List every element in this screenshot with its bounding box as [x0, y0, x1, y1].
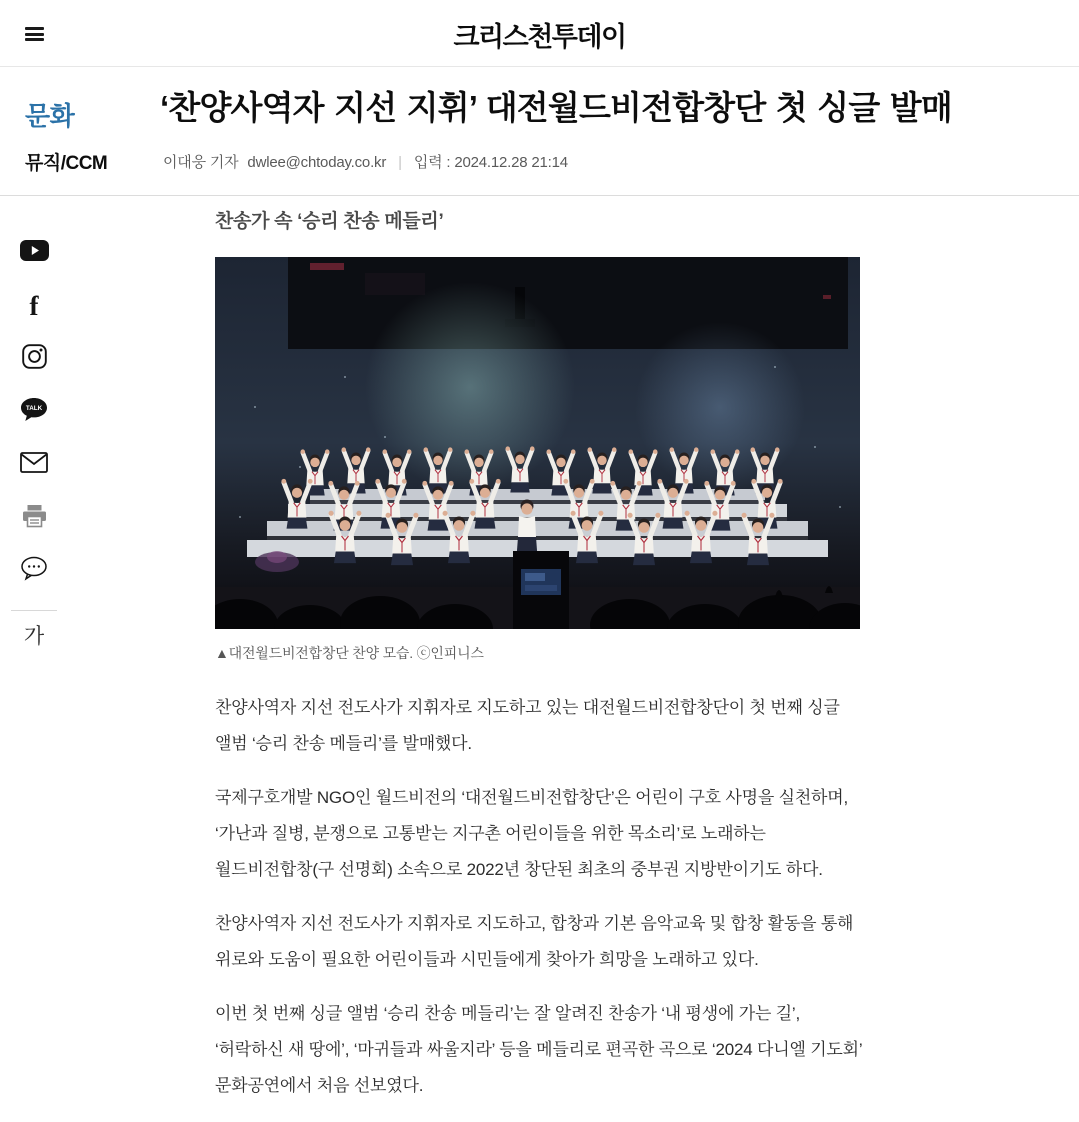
published-date: 입력 : 2024.12.28 21:14 — [413, 154, 568, 171]
comment-button[interactable] — [15, 557, 53, 585]
instagram-icon — [22, 344, 47, 374]
instagram-share-button[interactable] — [15, 345, 53, 373]
kakaotalk-share-button[interactable] — [15, 398, 53, 426]
facebook-icon: f — [29, 290, 39, 321]
site-logo[interactable]: 크리스천투데이 — [453, 22, 626, 52]
facebook-share-button[interactable] — [15, 292, 53, 320]
article-paragraphs — [215, 690, 863, 1104]
article-body — [215, 206, 863, 1122]
camera-silhouette — [513, 551, 569, 629]
email-share-button[interactable] — [15, 451, 53, 479]
paragraph: 이번 첫 번째 싱글 앨범 ‘승리 찬송 메들리’는 잘 알려진 찬송가 ‘내 평생에 가는 길’, ‘허락하신 새 땅에’, ‘마귀들과 싸울지라’ 등을 메들리로 편곡한 곡으로 ‘2024 다니엘 기도회’ 문화공연에서 처음 선보였다. — [215, 1004, 863, 1095]
photo-caption: ▲대전월드비전합창단 찬양 모습. ⓒ인피니스 — [215, 645, 484, 661]
paragraph: 국제구호개발 NGO인 월드비전의 ‘대전월드비전합창단’은 어린이 구호 사명을 실천하며, ‘가난과 질병, 분쟁으로 고통받는 지구촌 어린이들을 위한 목소리’로 노래하는 월드비전합창(구 선명회) 소속으로 2022년 창단된 최초의 중부권 지방반이기도 하다. — [215, 788, 849, 879]
reporter-email-link[interactable]: dwlee@chtoday.co.kr — [247, 154, 387, 171]
printer-icon — [21, 504, 48, 533]
category-link[interactable]: 문화 — [25, 101, 75, 131]
youtube-share-button[interactable] — [15, 239, 53, 267]
article-title: ‘찬양사역자 지선 지휘’ 대전월드비전합창단 첫 싱글 발매 — [160, 89, 952, 126]
comment-bubble-icon — [20, 556, 48, 586]
article-photo — [215, 257, 860, 629]
paragraph: 찬양사역자 지선 전도사가 지휘자로 지도하고, 합창과 기본 음악교육 및 합창 활동을 통해 위로와 도움이 필요한 어린이들과 시민들에게 찾아가 희망을 노래하고 있다. — [215, 914, 854, 969]
byline-separator: | — [398, 154, 402, 171]
sidebar-divider — [11, 610, 57, 611]
top-bar — [0, 0, 1079, 67]
reporter-name: 이대웅 기자 — [163, 154, 239, 171]
byline — [163, 151, 568, 172]
subcategory-link[interactable]: 뮤직/CCM — [25, 153, 108, 174]
article-subheading: 찬송가 속 ‘승리 찬송 메들리’ — [215, 211, 444, 232]
print-button[interactable] — [15, 504, 53, 532]
youtube-icon — [20, 240, 49, 266]
font-size-button[interactable]: 가 — [23, 625, 45, 648]
kakaotalk-icon — [20, 397, 48, 427]
share-sidebar — [15, 239, 53, 650]
mail-icon — [20, 452, 48, 478]
paragraph: 찬양사역자 지선 전도사가 지휘자로 지도하고 있는 대전월드비전합창단이 첫 번째 싱글 앨범 ‘승리 찬송 메들리’를 발매했다. — [215, 698, 840, 753]
category-block — [25, 96, 107, 175]
header-divider — [0, 195, 1079, 196]
svg-text:TALK: TALK — [25, 405, 43, 413]
